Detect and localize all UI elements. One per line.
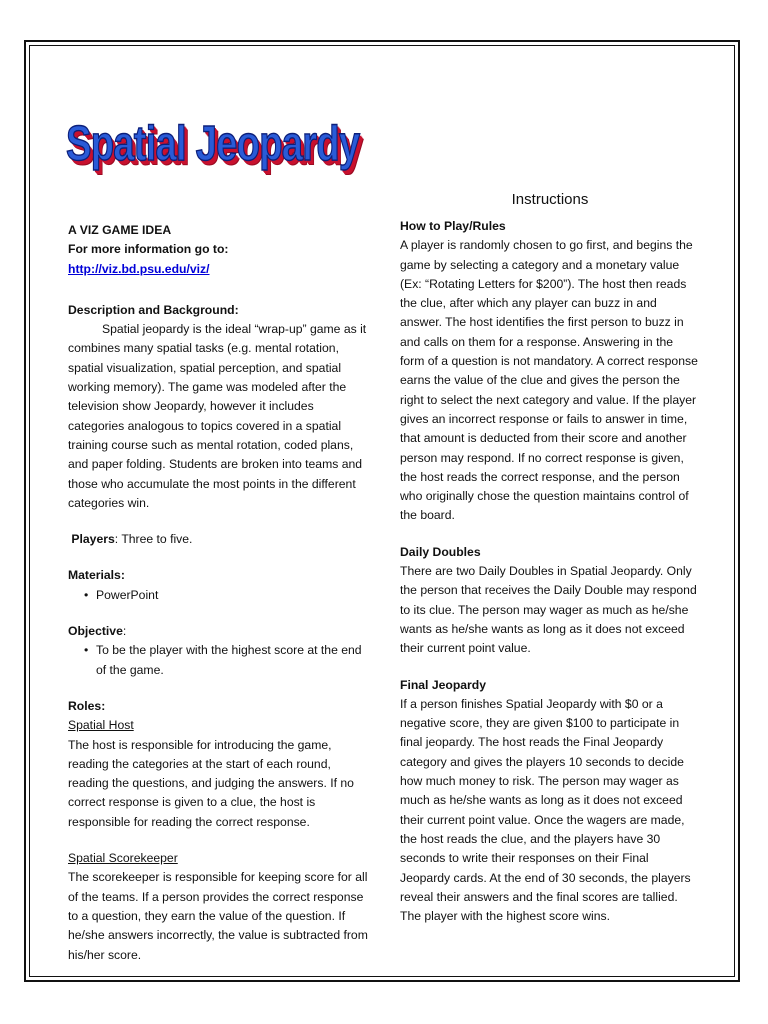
daily-doubles-text: There are two Daily Doubles in Spatial Jeopardy. Only the person that receives the Daily Double may respond to its clue. The person may wager as much as he/she wants as he/she wants as long as it does not exceed their current point value. xyxy=(400,564,697,656)
how-to-play-heading: How to Play/Rules xyxy=(400,219,506,233)
spatial-host-heading: Spatial Host xyxy=(68,718,134,733)
players-line xyxy=(68,530,368,549)
list-item: • PowerPoint xyxy=(88,586,368,605)
final-jeopardy-text: If a person finishes Spatial Jeopardy with $0 or a negative score, they are given $100 to participate in final jeopardy. The host reads the Final Jeopardy category and gives the players 10 seconds to decide how much money to risk. The person may wager as much as he/she wants as long as it does not exceed their current point value. Once the wagers are made, the host reads the clue, and the players have 30 seconds to write their responses on their Final Jeopardy cards. At the end of 30 seconds, the players reveal their answers and the final scores are tallied. The player with the highest score wins. xyxy=(400,696,691,924)
left-column xyxy=(68,221,368,965)
spatial-scorekeeper-heading: Spatial Scorekeeper xyxy=(68,851,178,866)
spatial-host-text: The host is responsible for introducing the game, reading the categories at the start of each round, reading the questions, and judging the answers. If no correct response is given to a clue, the host is responsible for reading the correct response. xyxy=(68,737,354,829)
daily-doubles-heading: Daily Doubles xyxy=(400,544,481,559)
more-info-line xyxy=(68,240,368,279)
right-column xyxy=(400,189,700,926)
final-jeopardy-heading: Final Jeopardy xyxy=(400,677,487,692)
roles-heading: Roles: xyxy=(68,698,106,713)
objective-line xyxy=(68,622,368,641)
materials-heading: Materials: xyxy=(68,568,125,583)
players-value: : Three to five. xyxy=(114,532,193,547)
objective-colon: : xyxy=(122,624,127,639)
spatial-scorekeeper-text: The scorekeeper is responsible for keeping score for all of the teams. If a person provides the correct response to a question, they earn the value of the question. If he/she answers incorrectly, the value is subtracted from his/her score. xyxy=(68,870,368,962)
objective-list xyxy=(68,641,368,680)
instructions-heading: Instructions xyxy=(511,191,589,208)
description-text: Spatial jeopardy is the ideal “wrap-up” game as it combines many spatial tasks (e.g. mental rotation, spatial visualization, spatial perception, and spatial working memory). The game was modeled after the television show Jeopardy, however it includes categories analogous to topics covered in a spatial training course such as mental rotation, coded plans, and paper folding. Students are broken into teams and those who accumulate the most points in the different categories win. xyxy=(68,322,367,510)
description-heading: Description and Background: xyxy=(68,302,239,317)
viz-game-idea-label: A VIZ GAME IDEA xyxy=(68,223,172,237)
list-item: • To be the player with the highest score at the end of the game. xyxy=(88,641,368,680)
materials-list xyxy=(68,586,368,605)
more-info-link[interactable]: http://viz.bd.psu.edu/viz/ xyxy=(68,261,210,276)
page-title: Spatial Jeopardy xyxy=(66,117,360,171)
more-info-label: For more information go to: xyxy=(68,242,229,257)
how-to-play-text: A player is randomly chosen to go first, and begins the game by selecting a category and a monetary value (Ex: “Rotating Letters for $200”). The host then reads the clue, after which any player can buzz in and answer. The host identifies the first person to buzz in and calls on them for a response. Answering in the form of a question is not mandatory. A correct response earns the value of the clue and gives the person the right to select the next category and value. If the player gives an incorrect response or fails to answer in time, that amount is deducted from their score and another person may respond. If no correct response is given, the host reads the correct response, and the person who originally chose the question maintains control of the board. xyxy=(400,238,698,523)
players-label: Players xyxy=(71,532,115,547)
objective-label: Objective xyxy=(68,624,123,639)
